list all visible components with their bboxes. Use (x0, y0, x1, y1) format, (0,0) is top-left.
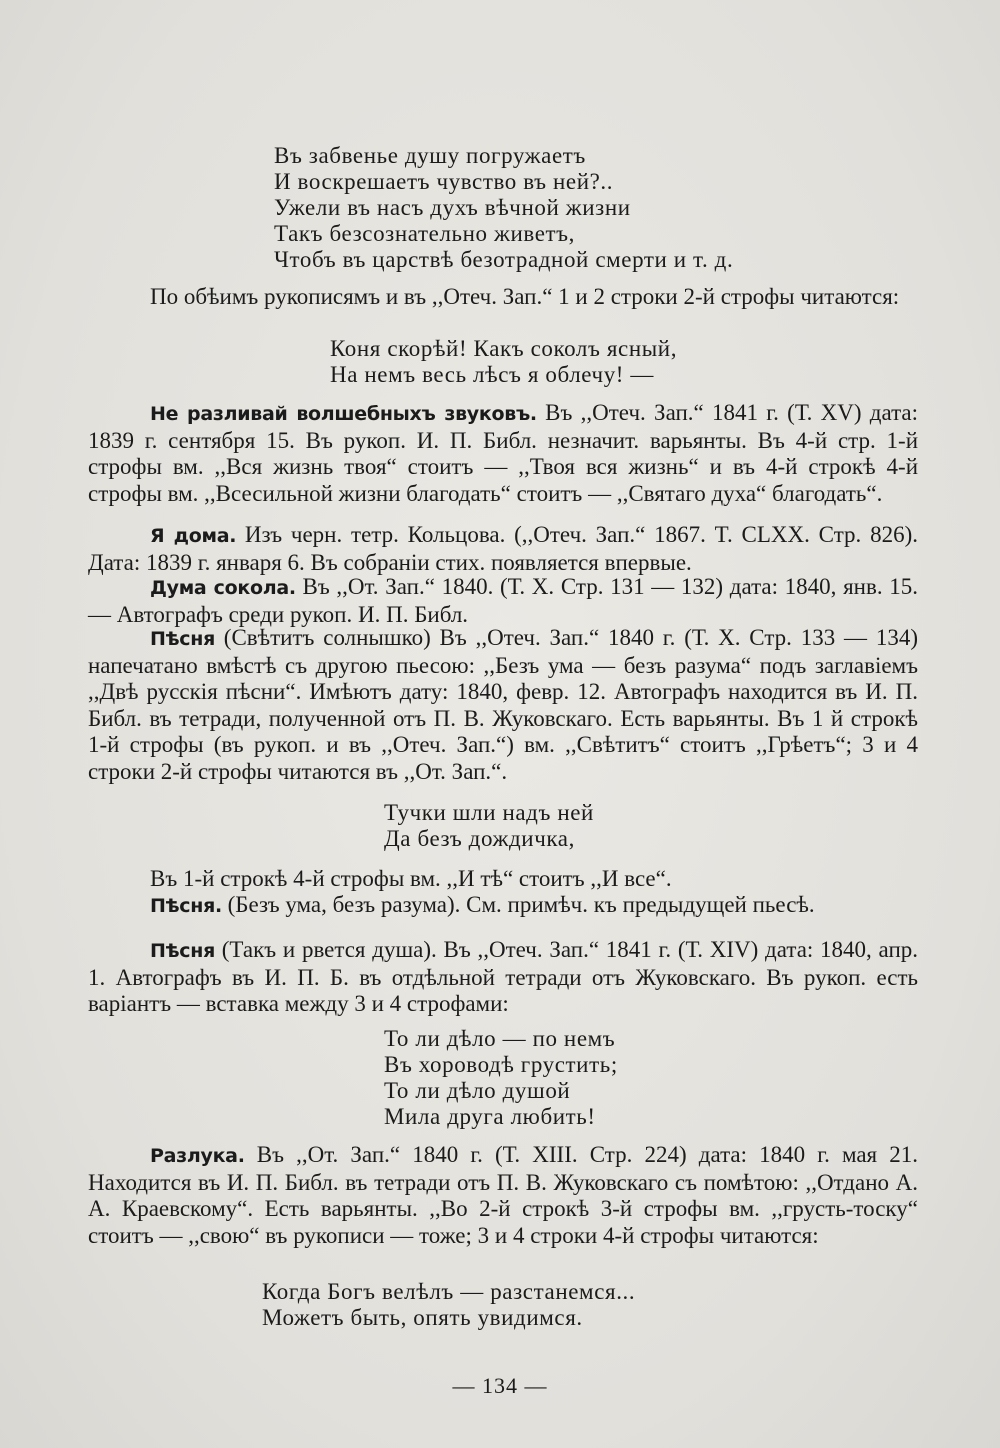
note-paragraph: По обѣимъ рукописямъ и въ ,,Отеч. Зап.“ 1 и 2 строки 2-й строфы читаются: (150, 284, 900, 309)
verse-line: То ли дѣло душой (384, 1078, 571, 1103)
entry-text: Въ ,,От. Зап.“ 1840. (Т. X. Стр. 131 — 132) дата: 1840, янв. 15. — Автографъ среди рукоп. И. П. Библ. (88, 574, 918, 627)
poem-fragment-4 (384, 1026, 618, 1130)
verse-line: То ли дѣло — по немъ (384, 1026, 616, 1051)
note-paragraph: Въ 1-й строкѣ 4-й строфы вм. ,,И тѣ“ стоитъ ,,И все“. (150, 866, 672, 891)
note-entry (88, 522, 918, 576)
entry-text: Въ ,,От. Зап.“ 1840 г. (Т. XIII. Стр. 224) дата: 1840 г. мая 21. Находится въ И. П. Библ. въ тетради отъ П. В. Жуковскаго съ помѣтою: ,,Отдано А. А. Краевскому“. Есть варьянты. ,,Во 2-й строкѣ 3-й строфы вм. ,,грусть-тоску“ стоитъ — ,,свою“ въ рукописи — тоже; 3 и 4 строки 4-й строфы читаются: (88, 1142, 918, 1248)
note-entry (88, 937, 918, 1018)
poem-fragment-3 (384, 800, 594, 852)
entry-heading: Пѣсня. (150, 895, 222, 917)
entry-text: Въ ,,Отеч. Зап.“ 1841 г. (Т. XV) дата: 1839 г. сентября 15. Въ рукоп. И. П. Библ. незначит. варьянты. Въ 4-й стр. 1-й строфы вм. ,,Вся жизнь твоя“ стоитъ — ,,Твоя вся жизнь“ и въ 4-й строкѣ 4-й строфы вм. ,,Всесильной жизни благодать“ стоитъ — ,,Святаго духа“ благодать“. (88, 400, 919, 506)
verse-line: Въ хороводѣ грустить; (384, 1052, 618, 1077)
verse-line: На немъ весь лѣсъ я облечу! — (330, 362, 655, 387)
entry-heading: Дума сокола. (150, 577, 296, 599)
entry-heading: Пѣсня (150, 940, 215, 962)
verse-line: Ужели въ насъ духъ вѣчной жизни (274, 195, 631, 220)
entry-text: Изъ черн. тетр. Кольцова. (,,Отеч. Зап.“ 1867. T. CLXX. Стр. 826). Дата: 1839 г. января 6. Въ собранiи стих. появляется впервые. (88, 522, 918, 575)
note-entry (88, 1142, 918, 1249)
entry-heading: Пѣсня (150, 628, 215, 650)
entry-heading: Разлука. (150, 1145, 245, 1167)
entry-text: (Безъ ума, безъ разума). См. примѣч. къ предыдущей пьесѣ. (221, 892, 815, 917)
note-entry (88, 574, 918, 628)
poem-fragment-1 (274, 143, 733, 273)
entry-heading: Не разливай волшебныхъ звуковъ. (150, 403, 537, 425)
note-entry (88, 400, 918, 507)
verse-line: Можетъ быть, опять увидимся. (262, 1305, 583, 1330)
verse-line: Чтобъ въ царствѣ безотрадной смерти и т. д. (274, 247, 734, 272)
verse-line: Коня скорѣй! Какъ соколъ ясный, (330, 336, 678, 361)
note-entry (88, 892, 918, 920)
entry-text: (Свѣтитъ солнышко) Въ ,,Отеч. Зап.“ 1840 г. (Т. X. Стр. 133 — 134) напечатано вмѣстѣ съ другою пьесою: ,,Безъ ума — безъ разума“ подъ заглавіемъ ,,Двѣ русскія пѣсни“. Имѣютъ дату: 1840, февр. 12. Автографъ находится въ И. П. Библ. въ тетради, полученной отъ П. В. Жуковскаго. Есть варьянты. Въ 1 й строкѣ 1-й строфы (въ рукоп. и въ ,,Отеч. Зап.“) вм. ,,Свѣтитъ“ стоитъ ,,Грѣетъ“; 3 и 4 строки 2-й строфы читаются въ ,,От. Зап.“. (88, 625, 918, 784)
poem-fragment-2 (330, 336, 677, 388)
poem-fragment-5 (262, 1279, 635, 1331)
verse-line: Тучки шли надъ ней (384, 800, 594, 825)
verse-line: Такъ безсознательно живетъ, (274, 221, 576, 246)
verse-line: И воскрешаетъ чувство въ ней?.. (274, 169, 614, 194)
page-number: — 134 — (452, 1373, 548, 1398)
note-entry (88, 625, 918, 785)
verse-line: Мила друга любить! (384, 1104, 596, 1129)
entry-heading: Я дома. (150, 525, 237, 547)
verse-line: Да безъ дождичка, (384, 826, 575, 851)
verse-line: Въ забвенье душу погружаетъ (274, 143, 586, 168)
entry-text: (Такъ и рвется душа). Въ ,,Отеч. Зап.“ 1841 г. (Т. XIV) дата: 1840, апр. 1. Автографъ въ И. П. Б. въ отдѣльной тетради отъ Жуковскаго. Въ рукоп. есть варіантъ — вставка между 3 и 4 строфами: (88, 937, 918, 1016)
verse-line: Когда Богъ велѣлъ — разстанемся... (262, 1279, 636, 1304)
